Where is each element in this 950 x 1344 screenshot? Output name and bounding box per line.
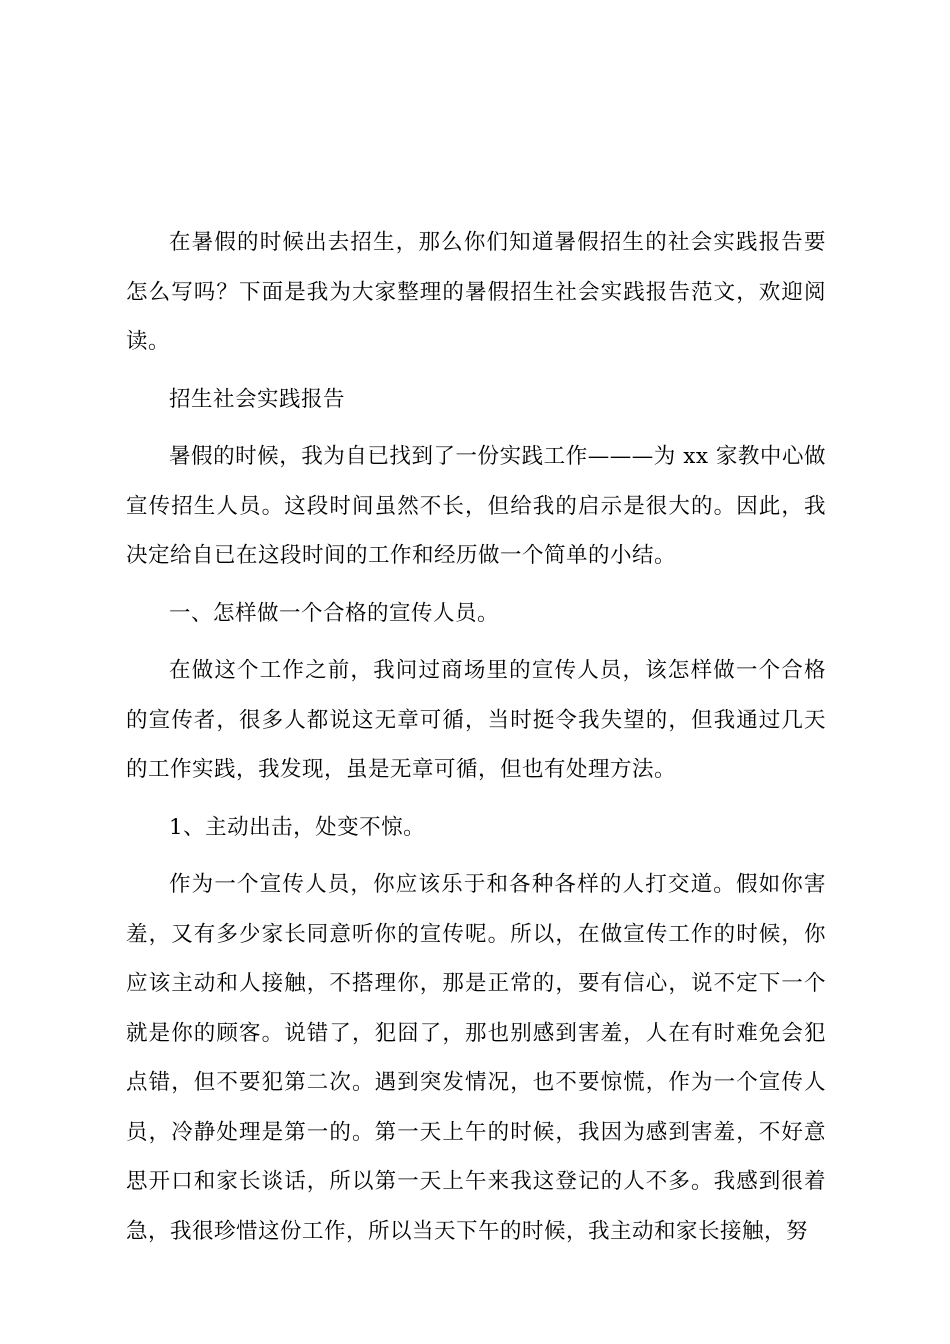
subsection-paragraph-1: 作为一个宣传人员，你应该乐于和各种各样的人打交道。假如你害羞，又有多少家长同意听你的宣传呢。所以，在做宣传工作的时候，你应该主动和人接触，不搭理你，那是正常的，要有信心，说不定下一个就是你的顾客。说错了，犯囧了，那也别感到害羞，人在有时难免会犯点错，但不要犯第二次。遇到突发情况，也不要惊慌，作为一个宣传人员，冷静处理是第一的。第一天上午的时候，我因为感到害羞，不好意思开口和家长谈话，所以第一天上午来我这登记的人不多。我感到很着急，我很珍惜这份工作，所以当天下午的时候，我主动和家长接触，努 bbox=[126, 872, 826, 1244]
opening-paragraph: 暑假的时候，我为自已找到了一份实践工作———为 xx 家教中心做宣传招生人员。这段时间虽然不长，但给我的启示是很大的。因此，我决定给自已在这段时间的工作和经历做一个简单的小结。 bbox=[126, 444, 826, 568]
section-heading-1: 一、怎样做一个合格的宣传人员。 bbox=[169, 600, 500, 626]
report-title: 招生社会实践报告 bbox=[169, 386, 346, 412]
subsection-heading-1: 1、主动出击，处变不惊。 bbox=[169, 814, 426, 840]
section-paragraph-1: 在做这个工作之前，我问过商场里的宣传人员，该怎样做一个合格的宣传者，很多人都说这无章可循，当时挺令我失望的，但我通过几天的工作实践，我发现，虽是无章可循，但也有处理方法。 bbox=[126, 658, 826, 782]
document-body bbox=[126, 218, 826, 1264]
intro-paragraph: 在暑假的时候出去招生，那么你们知道暑假招生的社会实践报告要怎么写吗？下面是我为大家整理的暑假招生社会实践报告范文，欢迎阅读。 bbox=[126, 230, 826, 354]
